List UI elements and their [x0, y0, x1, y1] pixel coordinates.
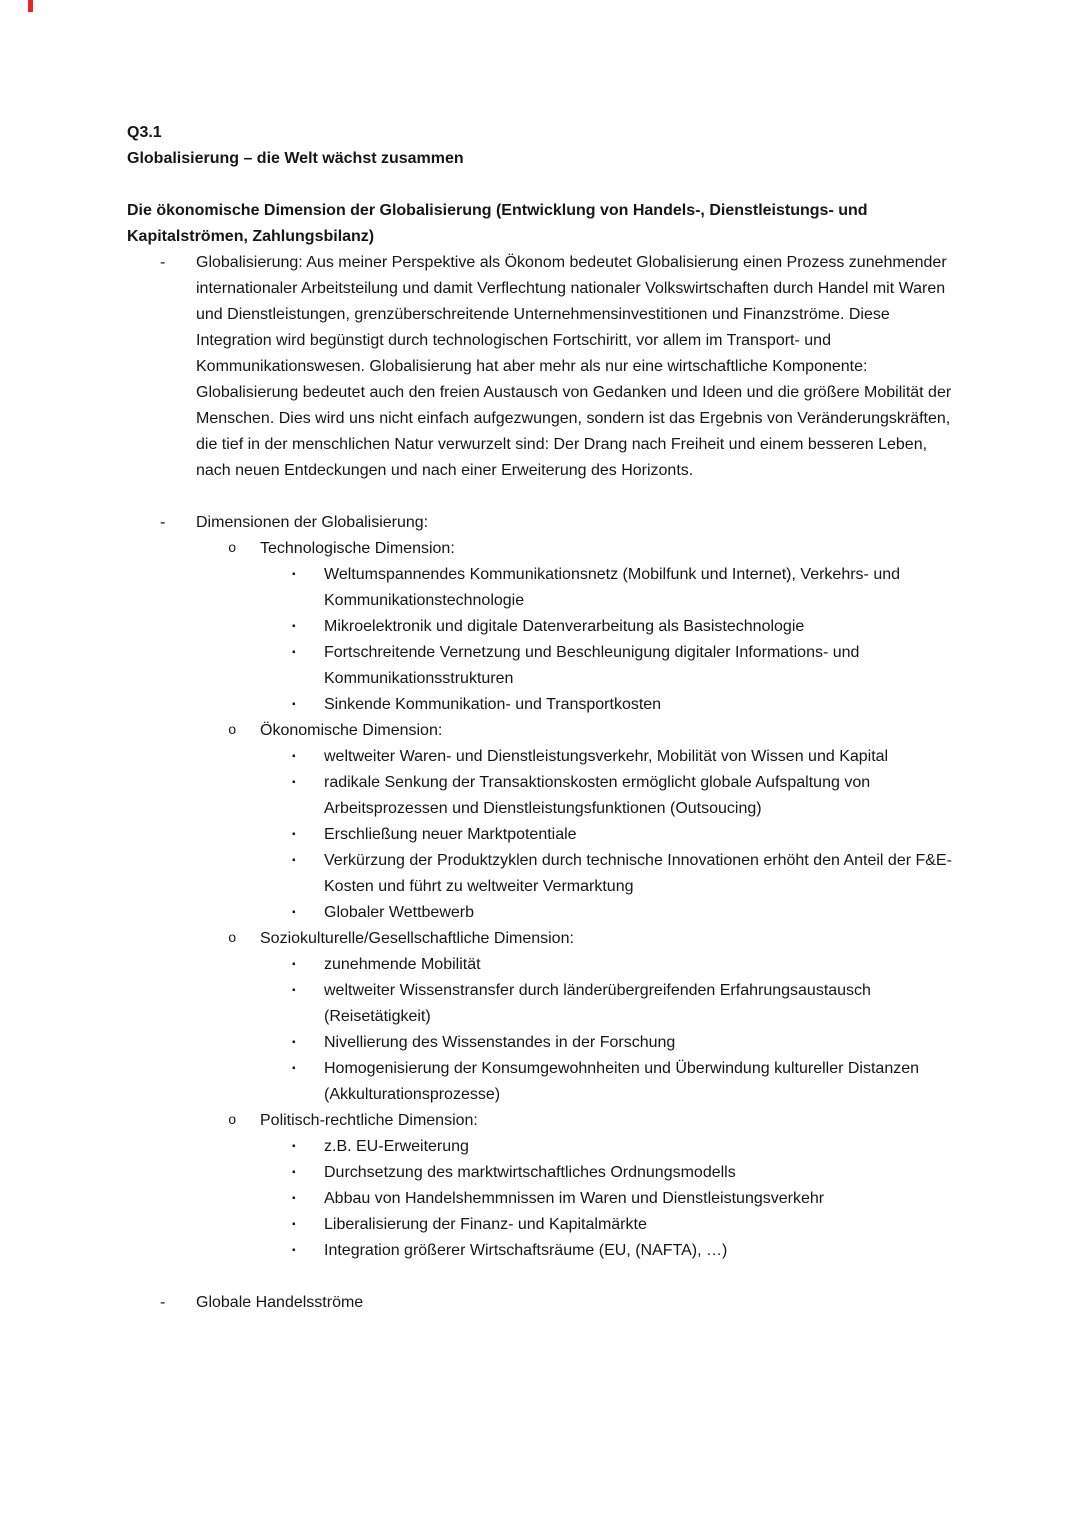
outline-sublist — [127, 536, 955, 1264]
bullet-square-icon: ▪ — [292, 985, 296, 996]
list-item-text: weltweiter Wissenstransfer durch länderübergreifenden Erfahrungsaustausch (Reisetätigkeit) — [324, 982, 871, 1025]
bullet-square-icon: ▪ — [292, 699, 296, 710]
list-item-text: Globale Handelsströme — [196, 1294, 364, 1311]
list-item — [127, 1290, 955, 1316]
list-item-text: Homogenisierung der Konsumgewohnheiten und Überwindung kultureller Distanzen (Akkulturationsprozesse) — [324, 1060, 920, 1103]
course-code: Q3.1 — [127, 124, 162, 141]
list-item — [127, 1030, 955, 1056]
list-item — [127, 536, 955, 718]
bullet-dash-icon: - — [160, 254, 166, 271]
list-item — [127, 770, 955, 822]
list-item-text: Integration größerer Wirtschaftsräume (EU, (NAFTA), …) — [324, 1242, 728, 1259]
bullet-circle-icon: o — [228, 723, 237, 739]
bullet-square-icon: ▪ — [292, 855, 296, 866]
outline-sublist — [127, 744, 955, 926]
list-item-text: radikale Senkung der Transaktionskosten ermöglicht globale Aufspaltung von Arbeitsprozessen und Dienstleistungsfunktionen (Outsoucing) — [324, 774, 871, 817]
bullet-square-icon: ▪ — [292, 1167, 296, 1178]
outline-sublist — [127, 952, 955, 1108]
red-pen-mark — [28, 0, 33, 12]
bullet-square-icon: ▪ — [292, 959, 296, 970]
bullet-square-icon: ▪ — [292, 1193, 296, 1204]
list-item — [127, 250, 955, 484]
bullet-square-icon: ▪ — [292, 621, 296, 632]
outline-sublist — [127, 562, 955, 718]
list-item-text: Durchsetzung des marktwirtschaftliches Ordnungsmodells — [324, 1164, 736, 1181]
list-item — [127, 1186, 955, 1212]
list-item — [127, 744, 955, 770]
list-item — [127, 640, 955, 692]
list-item — [127, 848, 955, 900]
list-item-text: Soziokulturelle/Gesellschaftliche Dimension: — [260, 930, 574, 947]
bullet-square-icon: ▪ — [292, 751, 296, 762]
list-item-text: Globalisierung: Aus meiner Perspektive als Ökonom bedeutet Globalisierung einen Prozess zunehmender internationaler Arbeitsteilung und damit Verflechtung nationaler Volkswirtschaften durch Handel mit Waren und Dienstleistungen, grenzüberschreitende Unternehmensinvestitionen und Finanzströme. Diese Integration wird begünstigt durch technologischen Fortschiritt, vor allem im Transport- und Kommunikationswesen. Globalisierung hat aber mehr als nur eine wirtschaftliche Komponente: Globalisierung bedeutet auch den freien Austausch von Gedanken und Ideen und die größere Mobilität der Menschen. Dies wird uns nicht einfach aufgezwungen, sondern ist das Ergebnis von Veränderungskräften, die tief in der menschlichen Natur verwurzelt sind: Der Drang nach Freiheit und einem besseren Leben, nach neuen Entdeckungen und nach einer Erweiterung des Horizonts. — [196, 254, 952, 479]
page-title: Globalisierung – die Welt wächst zusammen — [127, 150, 464, 167]
list-item-text: weltweiter Waren- und Dienstleistungsverkehr, Mobilität von Wissen und Kapital — [324, 748, 889, 765]
bullet-square-icon: ▪ — [292, 1063, 296, 1074]
list-item — [127, 1108, 955, 1264]
bullet-square-icon: ▪ — [292, 1219, 296, 1230]
list-item — [127, 900, 955, 926]
list-item-text: Abbau von Handelshemmnissen im Waren und Dienstleistungsverkehr — [324, 1190, 825, 1207]
section-heading: Die ökonomische Dimension der Globalisierung (Entwicklung von Handels-, Dienstleistungs- und Kapitalströmen, Zahlungsbilanz) — [127, 202, 868, 245]
list-item-text: Liberalisierung der Finanz- und Kapitalmärkte — [324, 1216, 647, 1233]
bullet-square-icon: ▪ — [292, 907, 296, 918]
bullet-square-icon: ▪ — [292, 829, 296, 840]
list-item-text: Ökonomische Dimension: — [260, 722, 443, 739]
list-item — [127, 1160, 955, 1186]
bullet-square-icon: ▪ — [292, 1037, 296, 1048]
bullet-circle-icon: o — [228, 931, 237, 947]
bullet-circle-icon: o — [228, 541, 237, 557]
list-item — [127, 1212, 955, 1238]
list-item — [127, 926, 955, 1108]
list-item — [127, 614, 955, 640]
list-item-text: Politisch-rechtliche Dimension: — [260, 1112, 478, 1129]
list-item — [127, 510, 955, 1264]
list-item — [127, 978, 955, 1030]
list-item — [127, 1134, 955, 1160]
list-item — [127, 562, 955, 614]
list-item — [127, 692, 955, 718]
list-item-text: Nivellierung des Wissenstandes in der Forschung — [324, 1034, 676, 1051]
list-item-text: Weltumspannendes Kommunikationsnetz (Mobilfunk und Internet), Verkehrs- und Kommunikationstechnologie — [324, 566, 901, 609]
list-item-text: Verkürzung der Produktzyklen durch technische Innovationen erhöht den Anteil der F&E-Kosten und führt zu weltweiter Vermarktung — [324, 852, 952, 895]
bullet-square-icon: ▪ — [292, 777, 296, 788]
outline-sublist — [127, 1134, 955, 1264]
bullet-square-icon: ▪ — [292, 647, 296, 658]
list-item-text: Dimensionen der Globalisierung: — [196, 514, 429, 531]
bullet-dash-icon: - — [160, 1294, 166, 1311]
list-item-text: z.B. EU-Erweiterung — [324, 1138, 469, 1155]
list-item-text: Erschließung neuer Marktpotentiale — [324, 826, 577, 843]
list-item — [127, 822, 955, 848]
list-item — [127, 1056, 955, 1108]
list-item-text: Fortschreitende Vernetzung und Beschleunigung digitaler Informations- und Kommunikationsstrukturen — [324, 644, 860, 687]
list-item-text: Globaler Wettbewerb — [324, 904, 474, 921]
bullet-square-icon: ▪ — [292, 1141, 296, 1152]
list-item-text: zunehmende Mobilität — [324, 956, 481, 973]
outline-list — [127, 250, 955, 1316]
bullet-square-icon: ▪ — [292, 1245, 296, 1256]
list-item — [127, 1238, 955, 1264]
bullet-dash-icon: - — [160, 514, 166, 531]
list-item — [127, 718, 955, 926]
list-item — [127, 952, 955, 978]
bullet-square-icon: ▪ — [292, 569, 296, 580]
list-item-text: Mikroelektronik und digitale Datenverarbeitung als Basistechnologie — [324, 618, 805, 635]
list-item-text: Sinkende Kommunikation- und Transportkosten — [324, 696, 662, 713]
bullet-circle-icon: o — [228, 1113, 237, 1129]
list-item-text: Technologische Dimension: — [260, 540, 455, 557]
